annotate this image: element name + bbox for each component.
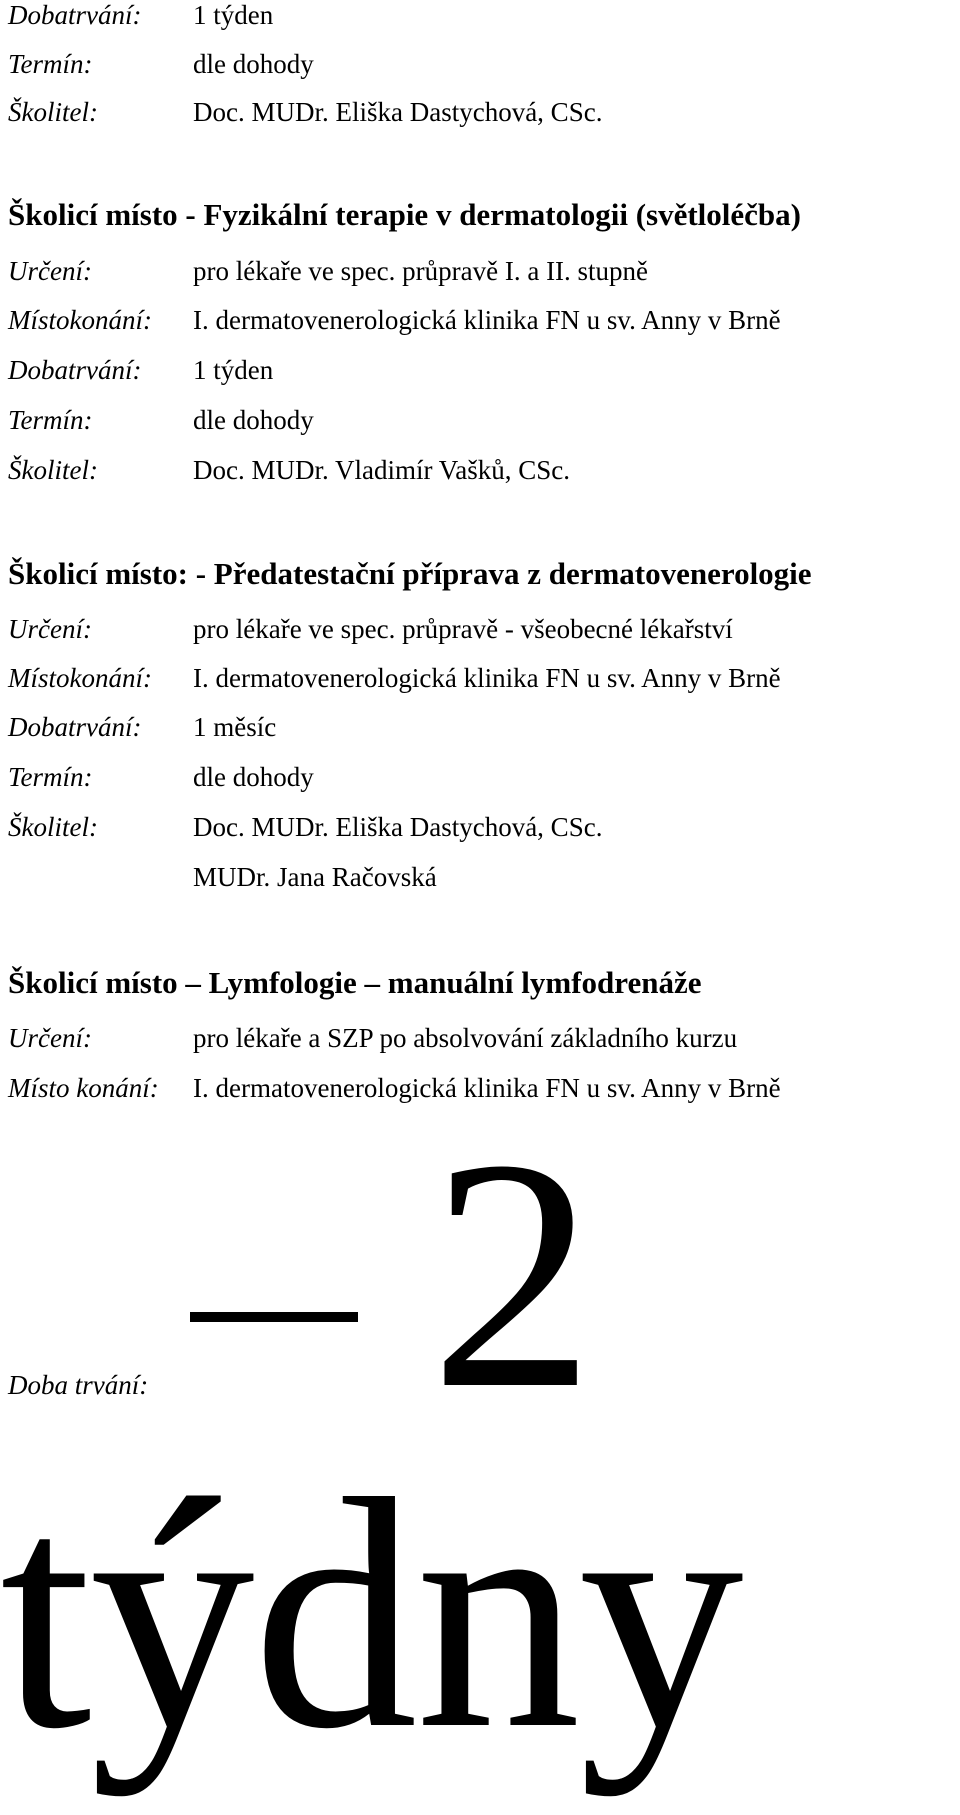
row-value: 1 měsíc [193, 712, 277, 742]
row-label: Místo konání: [8, 1073, 159, 1103]
row-label: Dobatrvání: [8, 712, 142, 742]
row-value: dle dohody [193, 405, 314, 435]
row-label: Školitel: [8, 97, 98, 127]
row-label: Termín: [8, 49, 93, 79]
row-label: Určení: [8, 1023, 92, 1053]
row-label: Školitel: [8, 455, 98, 485]
row-value: Doc. MUDr. Eliška Dastychová, CSc. [193, 812, 603, 842]
row-value: Doc. MUDr. Eliška Dastychová, CSc. [193, 97, 603, 127]
row-value: Doc. MUDr. Vladimír Vašků, CSc. [193, 455, 570, 485]
row-value: I. dermatovenerologická klinika FN u sv. Anny v Brně [193, 663, 781, 693]
section-heading: Školicí místo - Fyzikální terapie v dermatologii (světloléčba) [8, 197, 801, 232]
big-duration-word: týdny [0, 1432, 742, 1797]
row-value: pro lékaře ve spec. průpravě - všeobecné lékařství [193, 614, 733, 644]
row-value: MUDr. Jana Račovská [193, 862, 437, 892]
row-value: I. dermatovenerologická klinika FN u sv. Anny v Brně [193, 1073, 781, 1103]
section-heading: Školicí místo: - Předatestační příprava z dermatovenerologie [8, 556, 812, 591]
row-value: dle dohody [193, 762, 314, 792]
row-label: Určení: [8, 614, 92, 644]
duration-label: Doba trvání: [8, 1370, 149, 1400]
row-value: pro lékaře a SZP po absolvování základního kurzu [193, 1023, 738, 1053]
en-dash-glyph [190, 1312, 358, 1322]
row-label: Termín: [8, 762, 93, 792]
row-label: Školitel: [8, 812, 98, 842]
big-number: 2 [430, 1092, 595, 1457]
row-label: Dobatrvání: [8, 355, 142, 385]
row-label: Termín: [8, 405, 93, 435]
section-heading: Školicí místo – Lymfologie – manuální lymfodrenáže [8, 965, 702, 1000]
row-label: Místokonání: [8, 305, 152, 335]
row-value: 1 týden [193, 0, 274, 30]
row-value: pro lékaře ve spec. průpravě I. a II. stupně [193, 256, 649, 286]
row-value: dle dohody [193, 49, 314, 79]
row-value: 1 týden [193, 355, 274, 385]
row-label: Místokonání: [8, 663, 152, 693]
row-label: Určení: [8, 256, 92, 286]
row-value: I. dermatovenerologická klinika FN u sv. Anny v Brně [193, 305, 781, 335]
row-label: Dobatrvání: [8, 0, 142, 30]
